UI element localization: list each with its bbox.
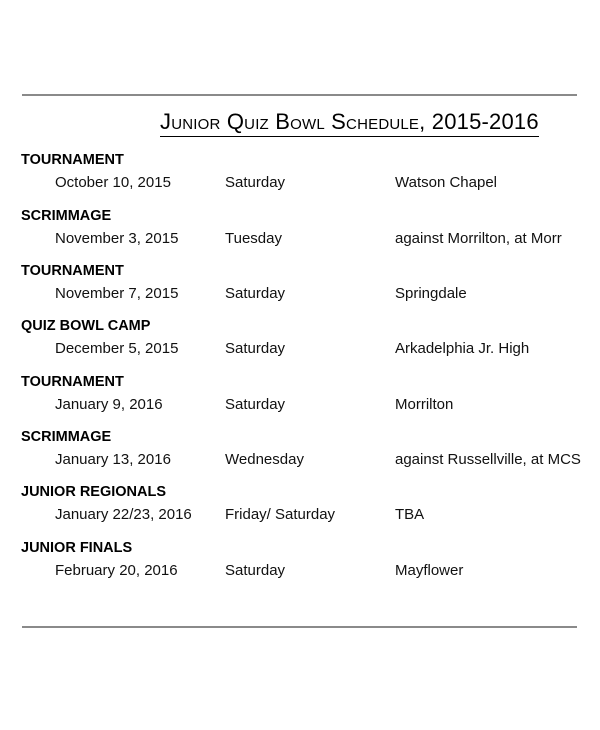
bottom-divider [22,626,577,628]
event-location: TBA [395,506,425,523]
event-day: Saturday [225,285,286,302]
event-day: Friday/ Saturday [225,506,336,523]
event-date: February 20, 2016 [55,562,178,579]
event-day: Tuesday [225,230,282,247]
event-location: Watson Chapel [395,174,497,191]
event-day: Saturday [225,340,286,357]
event-details [0,283,600,305]
event-type: SCRIMMAGE [21,208,112,224]
event-location: against Russellville, at MCS [395,451,581,468]
event-date: November 3, 2015 [55,230,179,247]
event-details [0,449,600,471]
event-location: Mayflower [395,562,464,579]
event-date: January 13, 2016 [55,451,171,468]
event-details [0,338,600,360]
event-details [0,172,600,194]
event-type: TOURNAMENT [21,263,124,279]
schedule-item [0,206,600,256]
event-location: Springdale [395,285,467,302]
event-date: November 7, 2015 [55,285,179,302]
event-type: JUNIOR FINALS [21,540,133,556]
event-details [0,394,600,416]
schedule-item [0,427,600,477]
event-date: January 22/23, 2016 [55,506,192,523]
event-date: December 5, 2015 [55,340,179,357]
event-type: JUNIOR REGIONALS [21,484,167,500]
event-location: Arkadelphia Jr. High [395,340,530,357]
event-date: October 10, 2015 [55,174,171,191]
schedule-item [0,538,600,588]
event-date: January 9, 2016 [55,396,163,413]
event-details [0,504,600,526]
event-day: Saturday [225,562,286,579]
event-details [0,560,600,582]
schedule-item [0,316,600,366]
top-divider [22,94,577,96]
event-type: SCRIMMAGE [21,429,112,445]
event-type: TOURNAMENT [21,152,124,168]
event-location: against Morrilton, at Morr [395,230,562,247]
schedule-item [0,261,600,311]
event-location: Morrilton [395,396,454,413]
page-title: Junior Quiz Bowl Schedule, 2015-2016 [160,108,539,137]
event-day: Saturday [225,174,286,191]
event-type: QUIZ BOWL CAMP [21,318,151,334]
event-day: Wednesday [225,451,304,468]
schedule-item [0,372,600,422]
schedule-item [0,150,600,200]
event-details [0,228,600,250]
event-day: Saturday [225,396,286,413]
schedule-item [0,482,600,532]
event-type: TOURNAMENT [21,374,124,390]
